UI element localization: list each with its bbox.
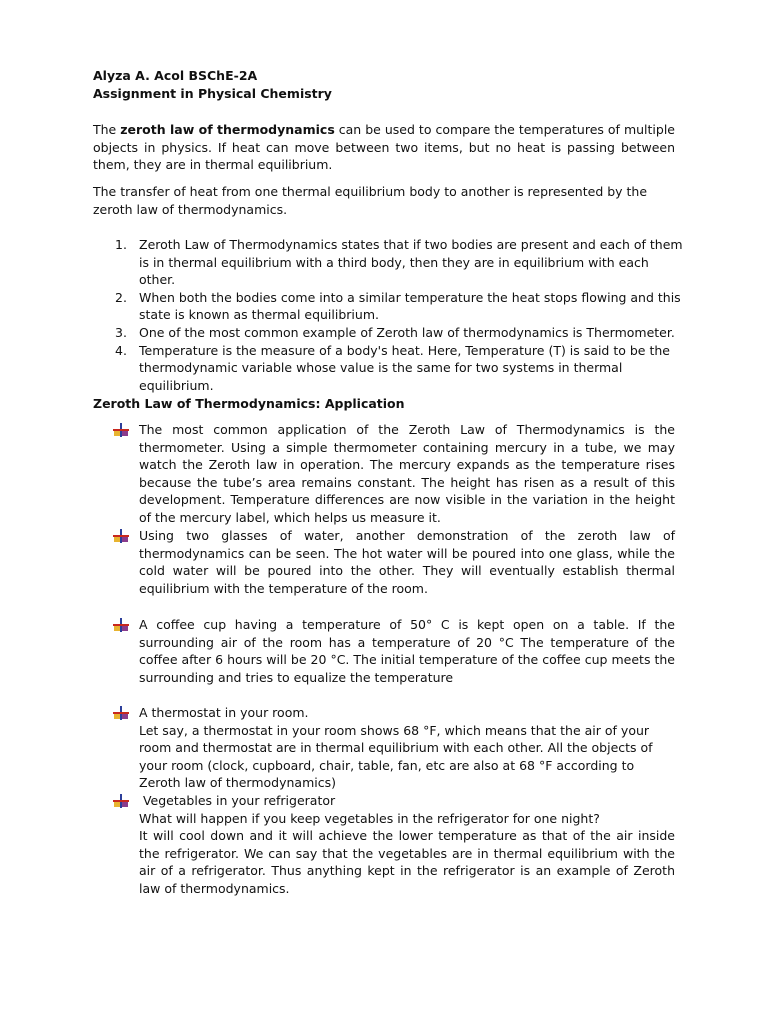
bullet-line: Vegetables in your refrigerator	[139, 793, 336, 808]
colored-cross-bullet-icon	[113, 529, 129, 543]
document-header	[93, 67, 683, 103]
list-item-text: Zeroth Law of Thermodynamics states that if two bodies are present and each of them is in thermal equilibrium with a third body, then they are in equilibrium with each other.	[139, 237, 683, 288]
colored-cross-bullet-icon	[113, 618, 129, 632]
bullet-text	[139, 792, 675, 898]
list-item	[93, 324, 683, 342]
bullet-item	[113, 616, 675, 686]
bullet-line: The most common application of the Zeroth Law of Thermodynamics is the thermometer. Using a simple thermometer containing mercury in a tube, we may watch the Zeroth law in operation. The mercury expands as the temperature rises because the tube’s area remains constant. The height has risen as a result of this development. Temperature differences are now visible in the variation in the height of the mercury label, which helps us measure it.	[139, 422, 675, 525]
intro-paragraph	[93, 121, 675, 174]
list-item	[93, 236, 683, 289]
assignment-title: Assignment in Physical Chemistry	[93, 86, 332, 101]
bullet-line: It will cool down and it will achieve the lower temperature as that of the air inside the refrigerator. We can say that the vegetables are in thermal equilibrium with the air of a refrigerator. Thus anything kept in the refrigerator is an example of Zeroth law of thermodynamics.	[139, 828, 675, 896]
bullet-line: What will happen if you keep vegetables in the refrigerator for one night?	[139, 810, 600, 826]
list-item-text: Temperature is the measure of a body's heat. Here, Temperature (T) is said to be the thermodynamic variable whose value is the same for two systems in thermal equilibrium.	[139, 342, 670, 393]
colored-cross-bullet-icon	[113, 706, 129, 720]
colored-cross-bullet-icon	[113, 423, 129, 437]
bullet-item	[113, 792, 675, 898]
bullet-item	[113, 704, 675, 792]
list-number: 2.	[115, 289, 127, 305]
colored-cross-bullet-icon	[113, 794, 129, 808]
bullet-line: A thermostat in your room.	[139, 705, 309, 720]
bullet-text	[139, 704, 675, 792]
bullet-line: A coffee cup having a temperature of 50° C is kept open on a table. If the surrounding air of the room has a temperature of 20 °C The temperature of the coffee after 6 hours will be 20 °C. The initial temperature of the coffee cup meets the surrounding and tries to equalize the temperature	[139, 617, 675, 685]
bullet-text	[139, 616, 675, 686]
list-item	[93, 289, 683, 324]
list-item-text: One of the most common example of Zeroth law of thermodynamics is Thermometer.	[139, 324, 675, 340]
section-heading: Zeroth Law of Thermodynamics: Application	[93, 396, 405, 411]
intro-bold-term: zeroth law of thermodynamics	[120, 122, 335, 137]
bullet-text	[139, 421, 675, 527]
list-item	[93, 342, 683, 395]
bullet-line: Let say, a thermostat in your room shows 68 °F, which means that the air of your room and thermostat are in thermal equilibrium with each other. All the objects of your room (clock, cupboard, chair, table, fan, etc are also at 68 °F according to Zeroth law of thermodynamics)	[139, 722, 653, 791]
list-number: 3.	[115, 324, 127, 340]
author-line: Alyza A. Acol BSChE-2A	[93, 68, 258, 83]
intro-suffix: can be used to compare the temperatures of multiple objects in physics. If heat can move between two items, but no heat is passing between them, they are in thermal equilibrium.	[93, 122, 675, 173]
intro-prefix: The	[93, 122, 121, 137]
list-number: 1.	[115, 237, 127, 252]
bullet-item	[113, 421, 675, 527]
list-item-text: When both the bodies come into a similar temperature the heat stops flowing and this state is known as thermal equilibrium.	[139, 289, 681, 323]
bullet-line: Using two glasses of water, another demonstration of the zeroth law of thermodynamics can be seen. The hot water will be poured into one glass, while the cold water will be poured into the other. They will eventually establish thermal equilibrium with the temperature of the room.	[139, 528, 675, 596]
numbered-list	[93, 236, 683, 394]
bullet-item	[113, 527, 675, 597]
list-number: 4.	[115, 342, 127, 358]
bullet-text	[139, 527, 675, 597]
transfer-paragraph: The transfer of heat from one thermal equilibrium body to another is represented by the zeroth law of thermodynamics.	[93, 184, 648, 217]
